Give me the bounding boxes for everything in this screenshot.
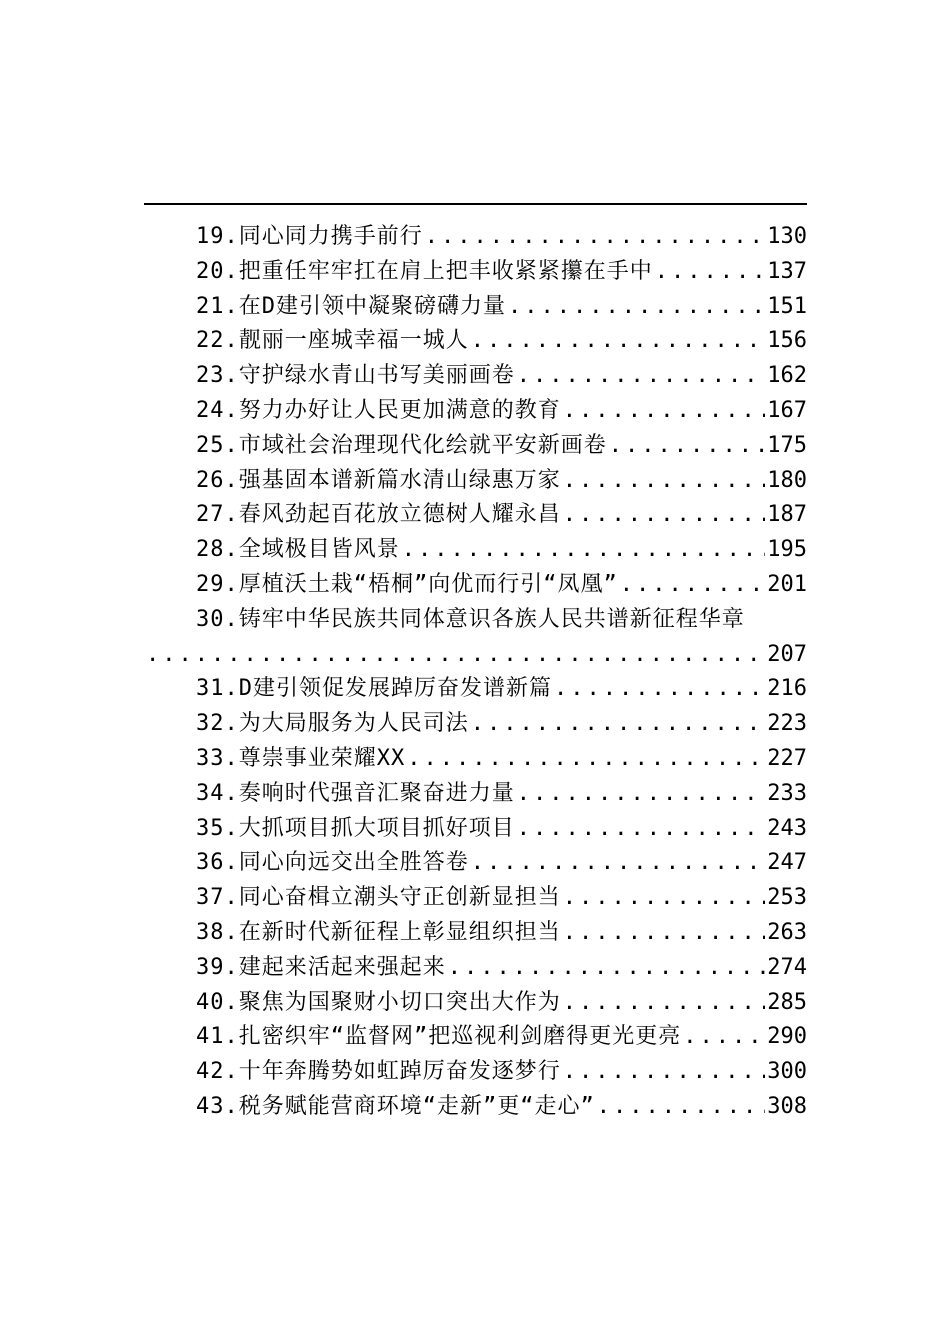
toc-entry-19[interactable] xyxy=(144,220,807,255)
toc-entry-21[interactable] xyxy=(144,290,807,325)
dot-leader xyxy=(563,464,765,499)
dot-leader xyxy=(563,986,765,1021)
toc-entry-number: 24. xyxy=(196,397,239,423)
toc-entry-number: 40. xyxy=(196,989,239,1015)
toc-entry-37[interactable] xyxy=(144,881,807,916)
toc-entry-second-line xyxy=(144,638,807,673)
toc-entry-number: 43. xyxy=(196,1093,239,1119)
toc-entry-page: 162 xyxy=(767,363,807,389)
toc-entry-title: 守护绿水青山书写美丽画卷 xyxy=(238,363,515,389)
dot-leader xyxy=(563,394,765,429)
toc-entry-number: 28. xyxy=(196,537,239,563)
toc-entry-29[interactable] xyxy=(144,568,807,603)
toc-entry-page: 130 xyxy=(767,224,807,249)
toc-entry-page: 207 xyxy=(767,641,807,667)
toc-entry-number: 23. xyxy=(196,363,239,389)
dot-leader xyxy=(563,881,765,916)
toc-entry-title: 税务赋能营商环境“走新”更“走心” xyxy=(238,1093,595,1119)
toc-entry-number: 32. xyxy=(196,711,239,737)
toc-entry-number: 33. xyxy=(196,745,239,771)
toc-entry-title: 同心奋楫立潮头守正创新显担当 xyxy=(238,885,561,911)
toc-entry-number: 21. xyxy=(196,293,239,319)
dot-leader xyxy=(471,846,765,881)
dot-leader xyxy=(471,324,765,359)
toc-entry-page: 201 xyxy=(767,571,807,597)
dot-leader xyxy=(563,1055,765,1090)
toc-entry-number: 42. xyxy=(196,1059,239,1085)
toc-entry-22[interactable] xyxy=(144,324,807,359)
toc-entry-title: 全域极目皆风景 xyxy=(238,537,400,563)
dot-leader xyxy=(425,220,765,255)
toc-entry-title: 强基固本谱新篇水清山绿惠万家 xyxy=(238,467,561,493)
toc-entry-42[interactable] xyxy=(144,1055,807,1090)
toc-entry-number: 30. xyxy=(196,606,239,632)
toc-entry-number: 27. xyxy=(196,502,239,528)
toc-entry-page: 247 xyxy=(767,850,807,876)
toc-entry-number: 36. xyxy=(196,850,239,876)
dot-leader xyxy=(517,359,765,394)
toc-entry-title: 聚焦为国聚财小切口突出大作为 xyxy=(238,989,561,1015)
toc-entry-43[interactable] xyxy=(144,1090,807,1125)
toc-entry-39[interactable] xyxy=(144,951,807,986)
toc-entry-title: 在新时代新征程上彰显组织担当 xyxy=(238,919,561,945)
toc-entry-title: 同心向远交出全胜答卷 xyxy=(238,850,469,876)
toc-entry-page: 285 xyxy=(767,989,807,1015)
toc-entry-title: 厚植沃土栽“梧桐”向优而行引“凤凰” xyxy=(238,571,618,597)
toc-entry-25[interactable] xyxy=(144,429,807,464)
toc-entry-number: 22. xyxy=(196,328,239,354)
toc-entry-title: 努力办好让人民更加满意的教育 xyxy=(238,397,561,423)
dot-leader xyxy=(655,255,765,290)
toc-entry-page: 243 xyxy=(767,815,807,841)
toc-entry-page: 151 xyxy=(767,293,807,319)
toc-entry-number: 26. xyxy=(196,467,239,493)
toc-entry-number: 35. xyxy=(196,815,239,841)
dot-leader xyxy=(407,742,765,777)
toc-entry-title: 尊崇事业荣耀XX xyxy=(238,745,406,771)
toc-entry-title: 市域社会治理现代化绘就平安新画卷 xyxy=(238,432,607,458)
toc-entry-title: 把重任牢牢扛在肩上把丰收紧紧攥在手中 xyxy=(238,258,653,284)
toc-entry-41[interactable] xyxy=(144,1020,807,1055)
toc-entry-title: 春风劲起百花放立德树人耀永昌 xyxy=(238,502,561,528)
toc-entry-title: 十年奔腾势如虹踔厉奋发逐梦行 xyxy=(238,1059,561,1085)
toc-entry-page: 137 xyxy=(767,258,807,284)
toc-entry-24[interactable] xyxy=(144,394,807,429)
toc-entry-34[interactable] xyxy=(144,777,807,812)
toc-entry-title: 奏响时代强音汇聚奋进力量 xyxy=(238,780,515,806)
dot-leader xyxy=(517,777,765,812)
toc-entry-page: 195 xyxy=(767,537,807,563)
toc-entry-number: 34. xyxy=(196,780,239,806)
dot-leader xyxy=(554,672,765,707)
table-of-contents xyxy=(144,220,807,1125)
toc-entry-title: 为大局服务为人民司法 xyxy=(238,711,469,737)
dot-leader xyxy=(146,638,765,673)
toc-entry-page: 253 xyxy=(767,885,807,911)
toc-entry-page: 227 xyxy=(767,745,807,771)
toc-entry-number: 19. xyxy=(196,224,239,249)
dot-leader xyxy=(609,429,765,464)
toc-entry-26[interactable] xyxy=(144,464,807,499)
toc-entry-title: 铸牢中华民族共同体意识各族人民共谱新征程华章 xyxy=(238,606,745,632)
toc-entry-page: 175 xyxy=(767,432,807,458)
toc-entry-number: 38. xyxy=(196,919,239,945)
dot-leader xyxy=(683,1020,765,1055)
dot-leader xyxy=(508,290,765,325)
toc-entry-page: 223 xyxy=(767,711,807,737)
dot-leader xyxy=(620,568,766,603)
toc-entry-number: 39. xyxy=(196,954,239,980)
toc-entry-page: 263 xyxy=(767,919,807,945)
toc-entry-number: 29. xyxy=(196,571,239,597)
toc-entry-number: 41. xyxy=(196,1024,239,1050)
toc-entry-title: 扎密织牢“监督网”把巡视利剑磨得更光更亮 xyxy=(238,1024,682,1050)
dot-leader xyxy=(471,707,765,742)
toc-entry-title: 大抓项目抓大项目抓好项目 xyxy=(238,815,515,841)
toc-entry-35[interactable] xyxy=(144,812,807,847)
toc-entry-31[interactable] xyxy=(144,672,807,707)
dot-leader xyxy=(517,812,765,847)
toc-entry-33[interactable] xyxy=(144,742,807,777)
toc-entry-title: 同心同力携手前行 xyxy=(238,224,423,249)
toc-entry-page: 233 xyxy=(767,780,807,806)
toc-entry-number: 20. xyxy=(196,258,239,284)
dot-leader xyxy=(563,916,765,951)
toc-entry-number: 25. xyxy=(196,432,239,458)
toc-entry-page: 308 xyxy=(767,1093,807,1119)
toc-entry-32[interactable] xyxy=(144,707,807,742)
dot-leader xyxy=(597,1090,766,1125)
toc-entry-page: 187 xyxy=(767,502,807,528)
toc-entry-20[interactable] xyxy=(144,255,807,290)
toc-entry-page: 300 xyxy=(767,1059,807,1085)
toc-entry-page: 290 xyxy=(767,1024,807,1050)
toc-entry-40[interactable] xyxy=(144,986,807,1021)
toc-entry-27[interactable] xyxy=(144,498,807,533)
toc-entry-38[interactable] xyxy=(144,916,807,951)
toc-entry-page: 156 xyxy=(767,328,807,354)
toc-entry-title: 靓丽一座城幸福一城人 xyxy=(238,328,469,354)
toc-entry-title: 建起来活起来强起来 xyxy=(238,954,446,980)
dot-leader xyxy=(402,533,765,568)
toc-entry-title: D建引领促发展踔厉奋发谱新篇 xyxy=(238,676,552,702)
toc-entry-title: 在D建引领中凝聚磅礴力量 xyxy=(238,293,506,319)
toc-entry-28[interactable] xyxy=(144,533,807,568)
toc-entry-number: 31. xyxy=(196,676,239,702)
toc-entry-page: 274 xyxy=(767,954,807,980)
toc-entry-23[interactable] xyxy=(144,359,807,394)
header-rule xyxy=(144,203,807,205)
toc-entry-36[interactable] xyxy=(144,846,807,881)
toc-entry-first-line xyxy=(144,603,807,638)
dot-leader xyxy=(563,498,765,533)
toc-entry-page: 216 xyxy=(767,676,807,702)
toc-entry-page: 167 xyxy=(767,397,807,423)
toc-entry-30[interactable] xyxy=(144,603,807,673)
toc-entry-page: 180 xyxy=(767,467,807,493)
dot-leader xyxy=(448,951,765,986)
toc-entry-number: 37. xyxy=(196,885,239,911)
